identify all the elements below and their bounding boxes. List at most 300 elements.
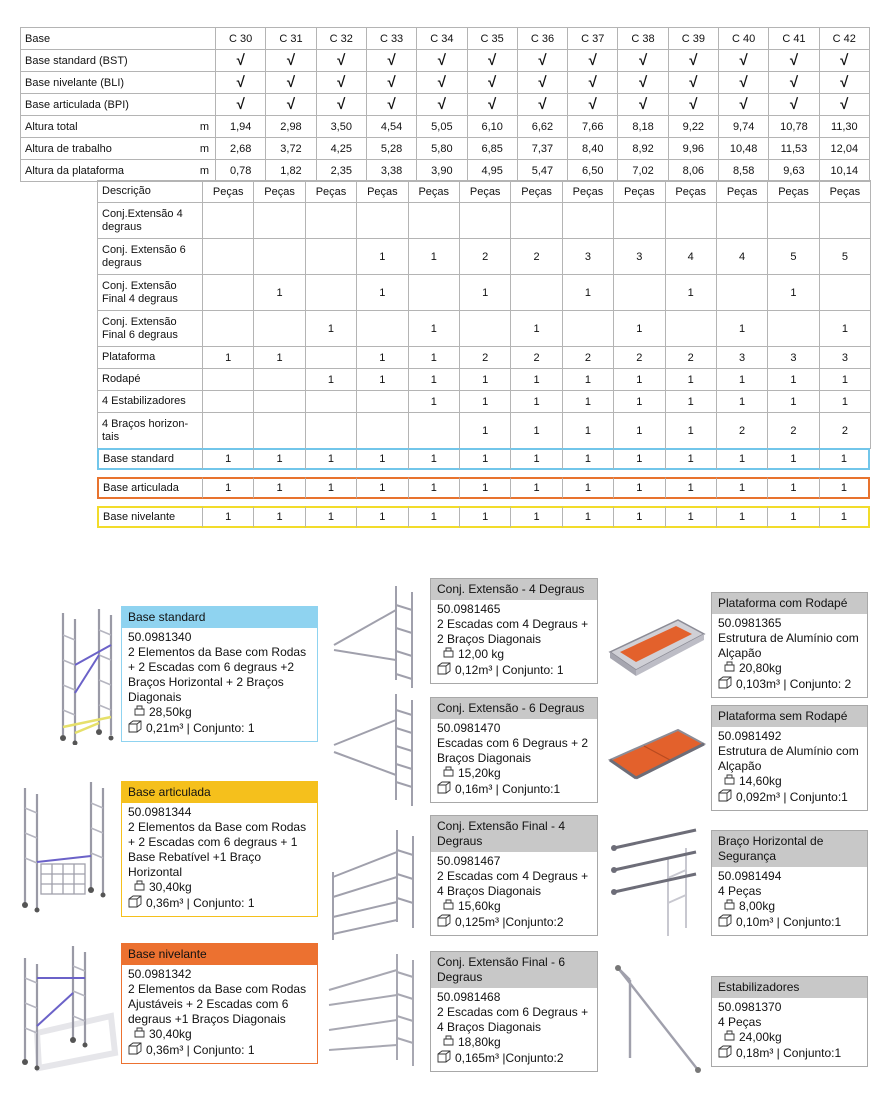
base-row-label: Base articulada xyxy=(97,477,202,499)
parts-cell: 1 xyxy=(768,369,819,391)
product-description: 2 Escadas com 4 Degraus + 4 Braços Diagonais xyxy=(437,869,589,898)
parts-cell: 5 xyxy=(768,239,819,275)
product-description: 2 Elementos da Base com Rodas Ajustáveis + 2 Escadas com 6 degraus +1 Braços Diagonais xyxy=(128,982,307,1026)
base-row-cell: 1 xyxy=(819,448,870,470)
product-volume: 0,16m³ | Conjunto:1 xyxy=(455,782,561,796)
check-mark: √ xyxy=(517,50,567,72)
final-extension-6-icon xyxy=(325,950,428,1070)
parts-column-header: Peças xyxy=(408,181,459,203)
parts-cell xyxy=(716,275,767,311)
parts-cell xyxy=(614,275,665,311)
spec-column-header: C 34 xyxy=(417,28,467,50)
check-mark: √ xyxy=(568,50,618,72)
parts-cell: 1 xyxy=(614,391,665,413)
parts-cell: 1 xyxy=(665,275,716,311)
parts-cell: 1 xyxy=(459,391,510,413)
check-mark: √ xyxy=(769,94,819,116)
spec-cell: 10,78 xyxy=(769,116,819,138)
parts-cell xyxy=(305,239,356,275)
volume-icon xyxy=(718,676,732,693)
base-row-cell: 1 xyxy=(562,477,613,499)
base-row-cell: 1 xyxy=(202,448,253,470)
parts-cell xyxy=(665,203,716,239)
product-description: 2 Elementos da Base com Rodas + 2 Escadas com 6 degraus +2 Braços Horizontal + 2 Braços Diagonais xyxy=(128,645,307,704)
product-weight: 18,80kg xyxy=(458,1035,501,1049)
parts-cell xyxy=(716,203,767,239)
platform-toeboard-icon xyxy=(606,612,706,682)
product-weight: 15,60kg xyxy=(458,899,501,913)
check-mark: √ xyxy=(467,94,517,116)
parts-row-label: Plataforma xyxy=(98,347,203,369)
spec-row-unit: m xyxy=(186,160,216,182)
base-row-cell: 1 xyxy=(510,477,561,499)
parts-cell: 1 xyxy=(357,347,408,369)
base-row-cell: 1 xyxy=(408,506,459,528)
product-volume: 0,21m³ | Conjunto: 1 xyxy=(146,721,255,735)
parts-column-header: Peças xyxy=(768,181,819,203)
parts-cell: 1 xyxy=(716,391,767,413)
parts-cell: 1 xyxy=(614,311,665,347)
weight-icon xyxy=(443,1035,454,1050)
check-mark: √ xyxy=(719,72,769,94)
product-code: 50.0981342 xyxy=(128,967,192,981)
check-mark: √ xyxy=(819,50,869,72)
parts-cell xyxy=(203,275,254,311)
parts-cell xyxy=(408,413,459,449)
check-mark: √ xyxy=(668,72,718,94)
spec-cell: 5,05 xyxy=(417,116,467,138)
product-code: 50.0981470 xyxy=(437,721,501,735)
check-mark: √ xyxy=(366,94,416,116)
spec-column-header: C 40 xyxy=(719,28,769,50)
spec-table xyxy=(20,27,870,182)
volume-icon xyxy=(437,1050,451,1067)
parts-cell: 1 xyxy=(819,391,870,413)
volume-icon xyxy=(437,662,451,679)
check-mark: √ xyxy=(517,94,567,116)
check-mark: √ xyxy=(467,50,517,72)
volume-icon xyxy=(718,789,732,806)
parts-column-header: Peças xyxy=(254,181,305,203)
product-code: 50.0981340 xyxy=(128,630,192,644)
base-row-cell: 1 xyxy=(305,477,356,499)
spec-column-header: C 37 xyxy=(568,28,618,50)
spec-cell: 7,66 xyxy=(568,116,618,138)
product-title: Conj. Extensão Final - 6 Degraus xyxy=(431,952,597,988)
parts-cell: 1 xyxy=(511,369,562,391)
spec-cell: 6,62 xyxy=(517,116,567,138)
parts-cell: 1 xyxy=(562,413,613,449)
parts-cell: 2 xyxy=(511,347,562,369)
parts-cell: 2 xyxy=(511,239,562,275)
folding-base-icon xyxy=(15,778,119,913)
parts-cell: 1 xyxy=(768,275,819,311)
product-title: Conj. Extensão - 4 Degraus xyxy=(431,579,597,600)
product-code: 50.0981467 xyxy=(437,854,501,868)
spec-cell: 9,74 xyxy=(719,116,769,138)
parts-cell xyxy=(562,203,613,239)
parts-cell: 4 xyxy=(716,239,767,275)
parts-cell: 1 xyxy=(254,347,305,369)
extension-4-icon xyxy=(330,580,428,700)
parts-column-header: Peças xyxy=(716,181,767,203)
check-mark: √ xyxy=(568,72,618,94)
parts-cell: 1 xyxy=(614,413,665,449)
base-row-cell: 1 xyxy=(202,506,253,528)
base-row-cell: 1 xyxy=(819,477,870,499)
weight-icon xyxy=(724,661,735,676)
product-volume: 0,36m³ | Conjunto: 1 xyxy=(146,896,255,910)
parts-cell xyxy=(408,275,459,311)
spec-cell: 11,53 xyxy=(769,138,819,160)
spec-cell: 4,95 xyxy=(467,160,517,182)
parts-cell: 2 xyxy=(614,347,665,369)
weight-icon xyxy=(724,774,735,789)
parts-cell xyxy=(819,275,870,311)
spec-cell: 7,37 xyxy=(517,138,567,160)
product-card xyxy=(430,697,598,803)
leveling-base-icon xyxy=(15,938,119,1073)
product-card xyxy=(711,592,868,698)
base-row-cell: 1 xyxy=(562,448,613,470)
parts-cell xyxy=(357,203,408,239)
parts-cell: 2 xyxy=(665,347,716,369)
product-card xyxy=(711,830,868,936)
parts-row-label: Conj.Extensão 4 degraus xyxy=(98,203,203,239)
spec-cell: 8,18 xyxy=(618,116,668,138)
product-code: 50.0981365 xyxy=(718,616,782,630)
base-row-cell: 1 xyxy=(665,448,716,470)
spec-column-header: C 39 xyxy=(668,28,718,50)
parts-cell xyxy=(768,311,819,347)
parts-cell: 3 xyxy=(614,239,665,275)
product-code: 50.0981370 xyxy=(718,1000,782,1014)
parts-cell xyxy=(203,203,254,239)
weight-icon xyxy=(134,705,145,720)
product-title: Plataforma com Rodapé xyxy=(712,593,867,614)
platform-icon xyxy=(606,720,706,792)
spec-cell: 5,47 xyxy=(517,160,567,182)
product-volume: 0,125m³ |Conjunto:2 xyxy=(455,915,564,929)
parts-cell: 2 xyxy=(459,239,510,275)
product-title: Plataforma sem Rodapé xyxy=(712,706,867,727)
parts-cell xyxy=(203,369,254,391)
parts-cell xyxy=(459,203,510,239)
base-row-cell: 1 xyxy=(202,477,253,499)
product-weight: 30,40kg xyxy=(149,880,192,894)
base-row-cell: 1 xyxy=(253,506,304,528)
spec-column-header: C 32 xyxy=(316,28,366,50)
volume-icon xyxy=(437,914,451,931)
product-volume: 0,092m³ | Conjunto:1 xyxy=(736,790,848,804)
parts-cell xyxy=(305,413,356,449)
parts-cell xyxy=(819,203,870,239)
spec-cell: 1,82 xyxy=(266,160,316,182)
base-row-cell: 1 xyxy=(665,506,716,528)
product-description: Escadas com 6 Degraus + 2 Braços Diagonais xyxy=(437,736,589,765)
spec-column-header: C 33 xyxy=(366,28,416,50)
parts-row-label: Conj. Extensão 6 degraus xyxy=(98,239,203,275)
volume-icon xyxy=(718,1045,732,1062)
product-volume: 0,10m³ | Conjunto:1 xyxy=(736,915,842,929)
parts-cell xyxy=(203,391,254,413)
product-description: Estrutura de Alumínio com Alçapão xyxy=(718,631,859,660)
product-title: Estabilizadores xyxy=(712,977,867,998)
parts-column-header: Peças xyxy=(562,181,613,203)
parts-cell: 1 xyxy=(305,311,356,347)
parts-cell: 1 xyxy=(357,239,408,275)
spec-cell: 5,80 xyxy=(417,138,467,160)
stabilizer-icon xyxy=(608,958,708,1076)
parts-cell: 1 xyxy=(459,275,510,311)
parts-cell xyxy=(665,311,716,347)
check-mark: √ xyxy=(769,50,819,72)
base-row-cell: 1 xyxy=(459,477,510,499)
check-mark: √ xyxy=(467,72,517,94)
parts-cell xyxy=(562,311,613,347)
base-row-cell: 1 xyxy=(613,506,664,528)
spec-row-label: Base articulada (BPI) xyxy=(21,94,216,116)
parts-cell: 1 xyxy=(768,391,819,413)
parts-cell: 1 xyxy=(408,391,459,413)
spec-cell: 9,22 xyxy=(668,116,718,138)
product-weight: 8,00kg xyxy=(739,899,776,913)
parts-row-label: 4 Estabilizadores xyxy=(98,391,203,413)
product-description: 2 Elementos da Base com Rodas + 2 Escadas com 6 degraus + 1 Base Rebatível +1 Braço Horizontal xyxy=(128,820,307,879)
parts-cell: 1 xyxy=(203,347,254,369)
parts-column-header: Peças xyxy=(357,181,408,203)
parts-cell: 1 xyxy=(254,275,305,311)
parts-column-header: Peças xyxy=(665,181,716,203)
product-volume: 0,12m³ | Conjunto: 1 xyxy=(455,663,564,677)
spec-column-header: C 35 xyxy=(467,28,517,50)
parts-cell xyxy=(254,203,305,239)
check-mark: √ xyxy=(366,72,416,94)
spec-cell: 2,35 xyxy=(316,160,366,182)
check-mark: √ xyxy=(819,94,869,116)
spec-column-header: C 38 xyxy=(618,28,668,50)
parts-cell xyxy=(254,369,305,391)
spec-cell: 3,72 xyxy=(266,138,316,160)
check-mark: √ xyxy=(819,72,869,94)
volume-icon xyxy=(128,895,142,912)
weight-icon xyxy=(134,880,145,895)
base-row-cell: 1 xyxy=(408,448,459,470)
parts-cell: 1 xyxy=(716,369,767,391)
product-card xyxy=(121,943,318,1064)
check-mark: √ xyxy=(719,50,769,72)
check-mark: √ xyxy=(769,72,819,94)
base-row-cell: 1 xyxy=(459,506,510,528)
product-title: Conj. Extensão Final - 4 Degraus xyxy=(431,816,597,852)
parts-cell xyxy=(408,203,459,239)
parts-cell: 1 xyxy=(562,275,613,311)
weight-icon xyxy=(443,899,454,914)
product-weight: 30,40kg xyxy=(149,1027,192,1041)
product-title: Base standard xyxy=(122,607,317,628)
check-mark: √ xyxy=(517,72,567,94)
product-description: Estrutura de Alumínio com Alçapão xyxy=(718,744,859,773)
check-mark: √ xyxy=(568,94,618,116)
parts-cell: 1 xyxy=(408,311,459,347)
parts-column-header: Peças xyxy=(305,181,356,203)
parts-cell xyxy=(459,311,510,347)
spec-cell: 10,48 xyxy=(719,138,769,160)
base-row-cell: 1 xyxy=(562,506,613,528)
base-row-cell: 1 xyxy=(356,448,407,470)
parts-cell: 2 xyxy=(768,413,819,449)
parts-cell: 1 xyxy=(511,413,562,449)
product-volume: 0,165m³ |Conjunto:2 xyxy=(455,1051,564,1065)
parts-cell xyxy=(768,203,819,239)
parts-cell xyxy=(511,275,562,311)
parts-cell: 1 xyxy=(408,347,459,369)
parts-cell: 1 xyxy=(665,391,716,413)
product-description: 2 Escadas com 4 Degraus + 2 Braços Diagonais xyxy=(437,617,589,646)
parts-row-label: Conj. Extensão Final 4 degraus xyxy=(98,275,203,311)
product-volume: 0,36m³ | Conjunto: 1 xyxy=(146,1043,255,1057)
spec-column-header: C 36 xyxy=(517,28,567,50)
parts-cell xyxy=(357,413,408,449)
base-row-cell: 1 xyxy=(356,506,407,528)
product-weight: 15,20kg xyxy=(458,766,501,780)
weight-icon xyxy=(134,1027,145,1042)
spec-header-label: Base xyxy=(21,28,216,50)
check-mark: √ xyxy=(417,50,467,72)
check-mark: √ xyxy=(216,72,266,94)
spec-cell: 8,40 xyxy=(568,138,618,160)
product-weight: 14,60kg xyxy=(739,774,782,788)
product-card xyxy=(430,815,598,936)
product-weight: 12,00 kg xyxy=(458,647,505,661)
check-mark: √ xyxy=(668,50,718,72)
parts-cell xyxy=(614,203,665,239)
check-mark: √ xyxy=(417,72,467,94)
base-row xyxy=(97,448,870,470)
product-card xyxy=(430,951,598,1072)
check-mark: √ xyxy=(316,72,366,94)
parts-cell xyxy=(305,347,356,369)
parts-cell: 1 xyxy=(408,239,459,275)
product-weight: 24,00kg xyxy=(739,1030,782,1044)
product-weight: 28,50kg xyxy=(149,705,192,719)
spec-cell: 11,30 xyxy=(819,116,869,138)
spec-row-label: Altura total xyxy=(21,116,186,138)
spec-column-header: C 31 xyxy=(266,28,316,50)
parts-cell: 1 xyxy=(614,369,665,391)
product-code: 50.0981492 xyxy=(718,729,782,743)
spec-cell: 8,58 xyxy=(719,160,769,182)
spec-cell: 10,14 xyxy=(819,160,869,182)
parts-column-header: Peças xyxy=(511,181,562,203)
base-row-cell: 1 xyxy=(767,448,818,470)
spec-cell: 9,63 xyxy=(769,160,819,182)
weight-icon xyxy=(443,647,454,662)
base-row-cell: 1 xyxy=(510,448,561,470)
spec-cell: 5,28 xyxy=(366,138,416,160)
product-code: 50.0981494 xyxy=(718,869,782,883)
check-mark: √ xyxy=(366,50,416,72)
spec-cell: 0,78 xyxy=(216,160,266,182)
parts-cell: 1 xyxy=(819,369,870,391)
parts-cell xyxy=(203,413,254,449)
product-title: Braço Horizontal de Segurança xyxy=(712,831,867,867)
parts-cell xyxy=(357,311,408,347)
base-row-cell: 1 xyxy=(253,477,304,499)
spec-cell: 4,54 xyxy=(366,116,416,138)
parts-cell: 3 xyxy=(562,239,613,275)
volume-icon xyxy=(437,781,451,798)
volume-icon xyxy=(128,720,142,737)
parts-table xyxy=(97,180,871,449)
parts-cell xyxy=(203,311,254,347)
product-card xyxy=(430,578,598,684)
base-row-cell: 1 xyxy=(459,448,510,470)
check-mark: √ xyxy=(216,94,266,116)
parts-cell: 3 xyxy=(768,347,819,369)
parts-row-label: 4 Braços horizontais xyxy=(98,413,203,449)
parts-cell xyxy=(305,203,356,239)
base-row-cell: 1 xyxy=(613,448,664,470)
volume-icon xyxy=(128,1042,142,1059)
check-mark: √ xyxy=(316,50,366,72)
spec-column-header: C 42 xyxy=(819,28,869,50)
parts-cell: 1 xyxy=(511,311,562,347)
parts-cell xyxy=(511,203,562,239)
product-title: Base articulada xyxy=(122,782,317,803)
base-row-cell: 1 xyxy=(510,506,561,528)
base-row-label: Base standard xyxy=(97,448,202,470)
check-mark: √ xyxy=(266,72,316,94)
spec-cell: 6,50 xyxy=(568,160,618,182)
base-row-cell: 1 xyxy=(408,477,459,499)
parts-cell: 2 xyxy=(716,413,767,449)
spec-cell: 6,10 xyxy=(467,116,517,138)
product-description: 2 Escadas com 6 Degraus + 4 Braços Diagonais xyxy=(437,1005,589,1034)
product-description: 4 Peças xyxy=(718,1015,762,1029)
spec-cell: 8,06 xyxy=(668,160,718,182)
check-mark: √ xyxy=(719,94,769,116)
product-card xyxy=(711,976,868,1067)
weight-icon xyxy=(724,899,735,914)
check-mark: √ xyxy=(618,94,668,116)
base-row xyxy=(97,477,870,499)
base-row-cell: 1 xyxy=(613,477,664,499)
parts-cell xyxy=(305,391,356,413)
parts-cell: 1 xyxy=(665,369,716,391)
base-row-label: Base nivelante xyxy=(97,506,202,528)
parts-cell: 1 xyxy=(408,369,459,391)
base-row-cell: 1 xyxy=(819,506,870,528)
base-row-cell: 1 xyxy=(767,506,818,528)
spec-row-unit: m xyxy=(186,116,216,138)
check-mark: √ xyxy=(618,50,668,72)
check-mark: √ xyxy=(618,72,668,94)
weight-icon xyxy=(724,1030,735,1045)
base-row-cell: 1 xyxy=(305,506,356,528)
product-volume: 0,18m³ | Conjunto:1 xyxy=(736,1046,842,1060)
check-mark: √ xyxy=(316,94,366,116)
parts-cell: 1 xyxy=(305,369,356,391)
parts-row-label: Rodapé xyxy=(98,369,203,391)
parts-cell xyxy=(254,391,305,413)
final-extension-4-icon xyxy=(325,822,428,944)
spec-cell: 6,85 xyxy=(467,138,517,160)
parts-cell: 1 xyxy=(819,311,870,347)
spec-row-unit: m xyxy=(186,138,216,160)
parts-cell: 1 xyxy=(665,413,716,449)
parts-cell: 1 xyxy=(357,369,408,391)
